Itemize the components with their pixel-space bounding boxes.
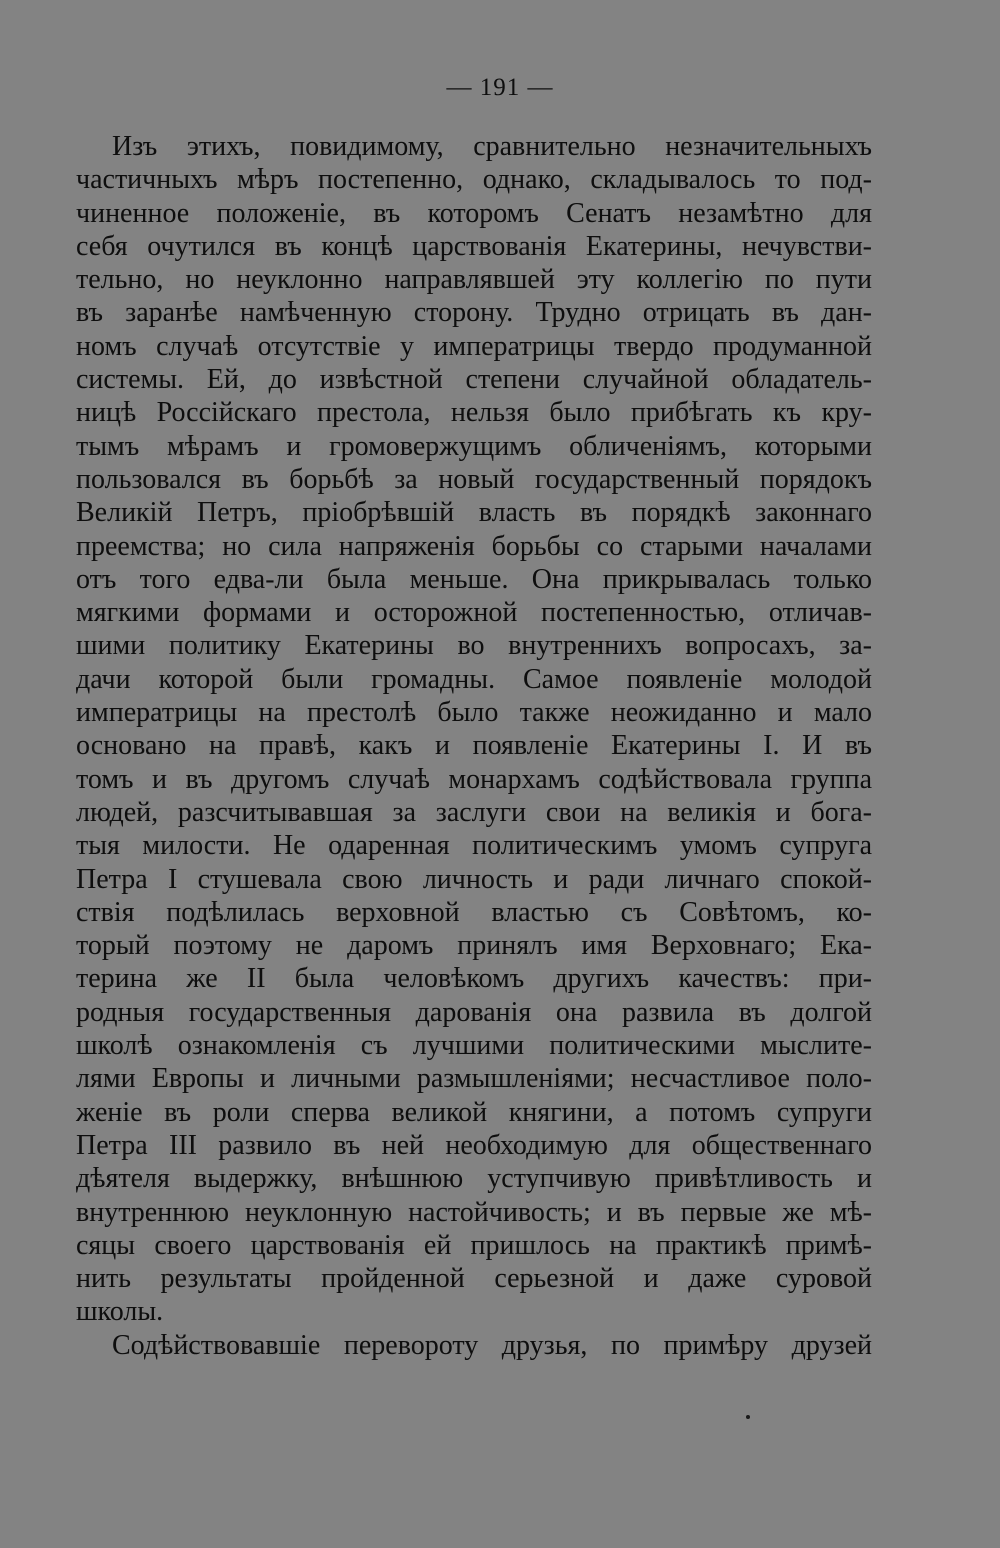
text-line: сяцы своего царствованія ей пришлось на практикѣ примѣ- — [76, 1229, 872, 1261]
text-line: ствія подѣлилась верховной властью съ Совѣтомъ, ко- — [76, 896, 872, 928]
text-line: частичныхъ мѣръ постепенно, однако, складывалось то под- — [76, 164, 872, 196]
text-line: нить результаты пройденной серьезной и даже суровой — [76, 1263, 872, 1295]
text-line: томъ и въ другомъ случаѣ монархамъ содѣйствовала группа — [76, 763, 872, 795]
text-line: преемства; но сила напряженія борьбы со старыми началами — [76, 530, 872, 562]
text-line: тымъ мѣрамъ и громовержущимъ обличеніямъ, которыми — [76, 430, 872, 462]
text-line: системы. Ей, до извѣстной степени случайной обладатель- — [76, 364, 872, 396]
text-line: пользовался въ борьбѣ за новый государственный порядокъ — [76, 463, 872, 495]
paragraph-2 — [76, 1329, 872, 1362]
text-line: родныя государственныя дарованія она развила въ долгой — [76, 996, 872, 1028]
text-line: Содѣйствовавшіе перевороту друзья, по примѣру друзей — [112, 1329, 872, 1361]
text-line: дачи которой были громадны. Самое появленіе молодой — [76, 663, 872, 695]
text-line: основано на правѣ, какъ и появленіе Екатерины I. И въ — [76, 730, 872, 762]
paragraph-1 — [76, 130, 872, 1329]
text-line: терина же II была человѣкомъ другихъ качествъ: при- — [76, 963, 872, 995]
text-line: школы. — [76, 1296, 164, 1328]
text-line: шими политику Екатерины во внутреннихъ вопросахъ, за- — [76, 630, 872, 662]
text-line: торый поэтому не даромъ принялъ имя Верховнаго; Ека- — [76, 930, 872, 962]
text-line: ницѣ Россійскаго престола, нельзя было прибѣгать къ кру- — [76, 397, 872, 429]
text-line: отъ того едва-ли была меньше. Она прикрывалась только — [76, 563, 872, 595]
text-line: тельно, но неуклонно направлявшей эту коллегію по пути — [76, 264, 872, 296]
text-line: тыя милости. Не одаренная политическимъ умомъ супруга — [76, 830, 872, 862]
text-line: императрицы на престолѣ было также неожиданно и мало — [76, 697, 872, 729]
text-line: мягкими формами и осторожной постепенностью, отличав- — [76, 597, 872, 629]
text-line: внутреннюю неуклонную настойчивость; и въ первые же мѣ- — [76, 1196, 872, 1228]
text-line: людей, разсчитывавшая за заслуги свои на великія и бога- — [76, 796, 872, 828]
text-line: въ заранѣе намѣченную сторону. Трудно отрицать въ дан- — [76, 297, 872, 329]
text-body — [76, 130, 872, 1362]
ink-speck — [746, 1415, 750, 1419]
text-line: дѣятеля выдержку, внѣшнюю уступчивую привѣтливость и — [76, 1163, 872, 1195]
text-line: чиненное положеніе, въ которомъ Сенатъ незамѣтно для — [76, 197, 872, 229]
text-line: лями Европы и личными размышленіями; несчастливое поло- — [76, 1063, 872, 1095]
text-line: Петра I стушевала свою личность и ради личнаго спокой- — [76, 863, 872, 895]
text-line: женіе въ роли сперва великой княгини, а потомъ супруги — [76, 1096, 872, 1128]
text-line: себя очутился въ концѣ царствованія Екатерины, нечувстви- — [76, 230, 872, 262]
text-line: Великій Петръ, пріобрѣвшій власть въ порядкѣ законнаго — [76, 497, 872, 529]
text-line: Петра III развило въ ней необходимую для общественнаго — [76, 1129, 872, 1161]
text-line: номъ случаѣ отсутствіе у императрицы твердо продуманной — [76, 330, 872, 362]
page-number: — 191 — — [446, 74, 554, 101]
text-line: школѣ ознакомленія съ лучшими политическими мыслите- — [76, 1030, 872, 1062]
text-line: Изъ этихъ, повидимому, сравнительно незначительныхъ — [112, 131, 872, 162]
